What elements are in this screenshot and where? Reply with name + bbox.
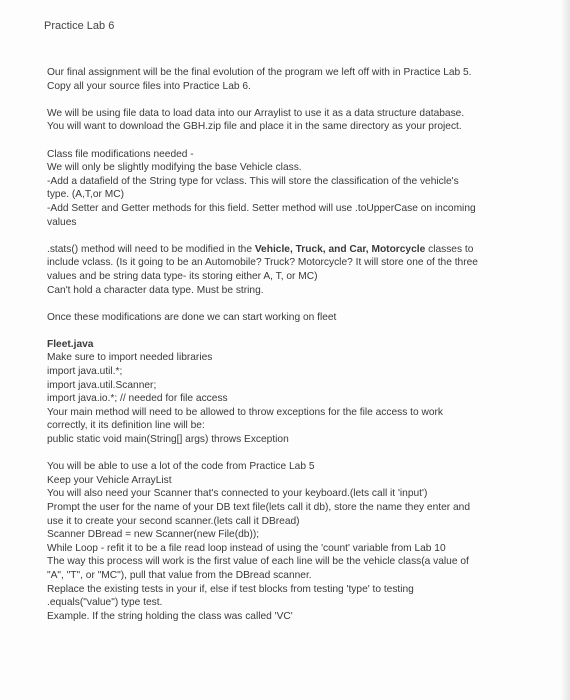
- section-heading: Fleet.java: [47, 338, 94, 350]
- text-line: Prompt the user for the name of your DB text file(lets call it db), store the name they enter and: [47, 502, 470, 513]
- document-body: [47, 66, 537, 637]
- text-line: Replace the existing tests in your if, else if test blocks from testing 'type' to testing: [47, 583, 414, 595]
- text-segment: .stats() method will need to be modified in the: [47, 243, 255, 255]
- text-segment: classes to: [425, 243, 474, 255]
- text-line: Once these modifications are done we can start working on fleet: [47, 311, 337, 323]
- text-line: You will also need your Scanner that's connected to your keyboard.(lets call it 'input'): [47, 488, 428, 500]
- page-edge-shadow: [560, 0, 570, 700]
- text-line: Keep your Vehicle ArrayList: [47, 474, 172, 486]
- text-line: include vclass. (Is it going to be an Automobile? Truck? Motorcycle? It will store one of the three: [47, 257, 478, 269]
- text-line: We will only be slightly modifying the base Vehicle class.: [47, 162, 302, 174]
- text-line: We will be using file data to load data into our Arraylist to use it as a data structure database.: [47, 107, 465, 119]
- text-line: Make sure to import needed libraries: [47, 352, 213, 364]
- text-line: values: [47, 216, 77, 228]
- text-line: "A", "T", or "MC"), pull that value from the DBread scanner.: [47, 569, 312, 581]
- class-modifications-paragraph: [47, 148, 537, 230]
- text-line: public static void main(String[] args) throws Exception: [47, 434, 289, 446]
- text-line: -Add Setter and Getter methods for this field. Setter method will use .toUpperCase on incoming: [47, 202, 476, 214]
- text-line: use it to create your second scanner.(lets call it DBread): [47, 515, 300, 527]
- bold-class-names: Vehicle, Truck, and Car, Motorcycle: [254, 243, 426, 255]
- text-line: Can't hold a character data type. Must be string.: [47, 284, 264, 296]
- text-line: Scanner DBread = new Scanner(new File(db));: [47, 529, 260, 541]
- fleet-java-section: [47, 338, 537, 447]
- intro-paragraph: [47, 66, 537, 93]
- text-line: import java.io.*; // needed for file access: [47, 393, 228, 405]
- text-line: While Loop - refit it to be a file read loop instead of using the 'count' variable from Lab 10: [47, 542, 446, 554]
- text-line: .equals("value") type test.: [47, 597, 163, 609]
- page-header-title: Practice Lab 6: [44, 20, 115, 32]
- text-line: Class file modifications needed -: [47, 148, 194, 160]
- text-line: Your main method will need to be allowed to throw exceptions for the file access to work: [47, 406, 444, 418]
- text-line: -Add a datafield of the String type for vclass. This will store the classification of the vehicle's: [47, 175, 459, 187]
- text-line: You will want to download the GBH.zip file and place it in the same directory as your project.: [47, 121, 462, 133]
- text-line: The way this process will work is the first value of each line will be the vehicle class(a value of: [47, 556, 469, 568]
- text-line: values and be string data type- its storing either A, T, or MC): [47, 270, 318, 282]
- stats-method-paragraph: [47, 243, 537, 297]
- text-line: Example. If the string holding the class was called 'VC': [47, 610, 293, 622]
- fleet-transition-paragraph: [47, 311, 537, 325]
- text-line: Our final assignment will be the final evolution of the program we left off with in Practice Lab 5.: [47, 67, 472, 78]
- text-line: import java.util.Scanner;: [47, 379, 157, 391]
- text-line: [47, 243, 537, 257]
- text-line: type. (A,T,or MC): [47, 189, 124, 201]
- text-line: You will be able to use a lot of the code from Practice Lab 5: [47, 461, 315, 473]
- file-data-paragraph: [47, 107, 537, 134]
- text-line: correctly, it its definition line will be:: [47, 420, 205, 432]
- lab5-code-paragraph: [47, 460, 537, 623]
- text-line: import java.util.*;: [47, 366, 123, 378]
- text-line: Copy all your source files into Practice Lab 6.: [47, 80, 251, 92]
